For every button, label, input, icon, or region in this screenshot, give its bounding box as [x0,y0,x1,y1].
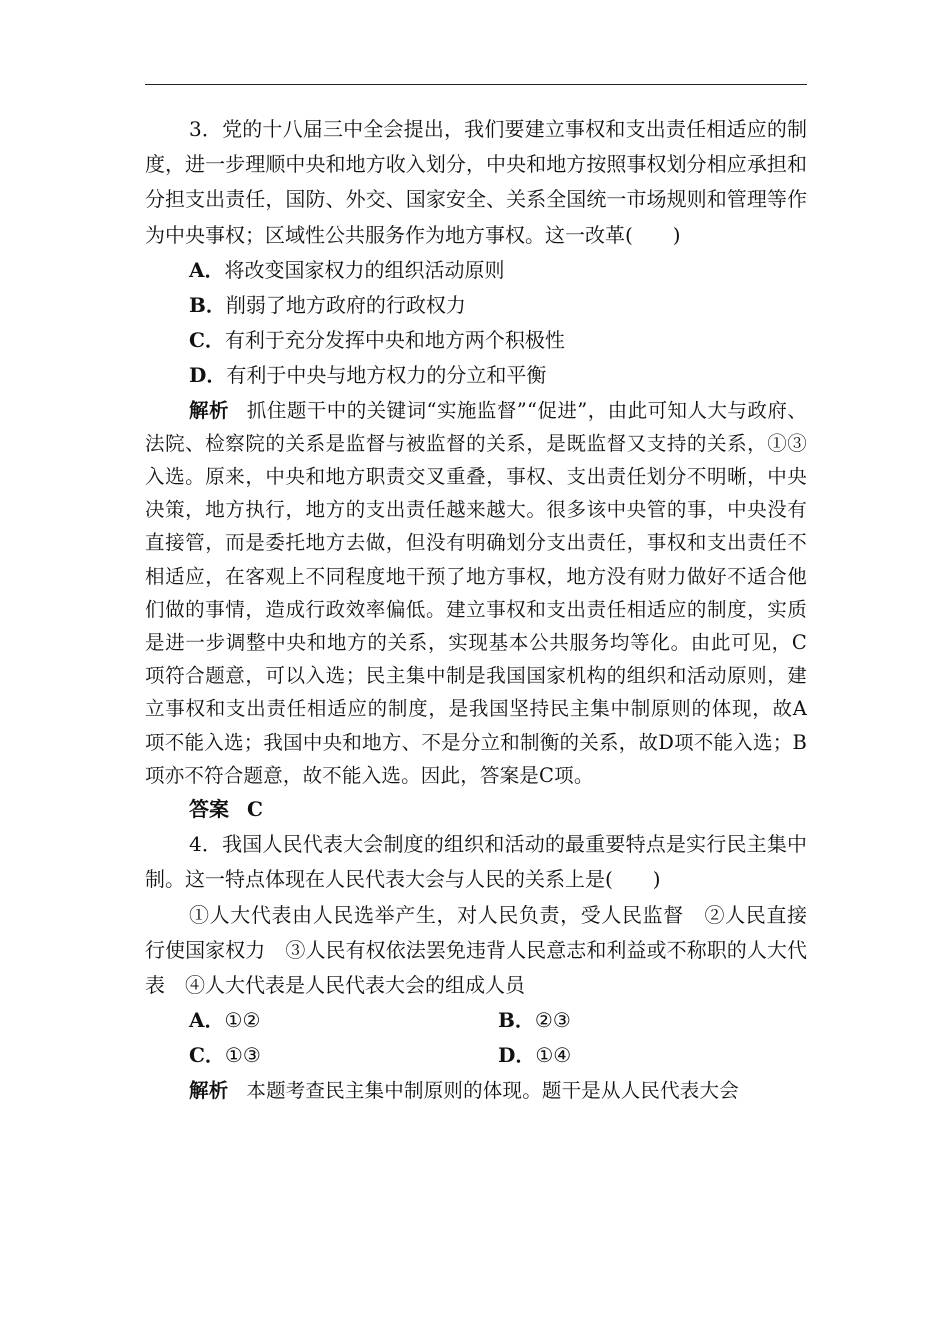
option-letter: A． [189,1008,225,1033]
question-4-options-row-1 [145,1003,807,1038]
question-3-option-d [145,358,807,393]
option-letter: D． [189,363,227,388]
answer-label: 答案 [189,797,229,822]
page-content [145,112,807,1107]
answer-value: C [247,797,263,822]
analysis-label: 解析 [189,398,229,422]
question-4-option-a [189,1003,498,1038]
question-3-stem: 3．党的十八届三中全会提出，我们要建立事权和支出责任相适应的制度，进一步理顺中央和地方收入划分，中央和地方按照事权划分相应承担和分担支出责任，国防、外交、国家安全、关系全国统一市场规则和管理等作为中央事权；区域性公共服务作为地方事权。这一改革( ) [145,117,807,247]
option-text: 有利于充分发挥中央和地方两个积极性 [224,328,565,353]
question-4-stem: 4．我国人民代表大会制度的组织和活动的最重要特点是实行民主集中制。这一特点体现在人民代表大会与人民的关系上是( ) [145,832,807,892]
question-4-option-b [498,1003,807,1038]
analysis-text: 抓住题干中的关键词“实施监督”“促进”，由此可知人大与政府、法院、检察院的关系是监督与被监督的关系，是既监督又支持的关系，①③入选。原来，中央和地方职责交叉重叠，事权、支出责任划分不明晰，中央决策，地方执行，地方的支出责任越来越大。很多该中央管的事，中央没有直接管，而是委托地方去做，但没有明确划分支出责任，事权和支出责任不相适应，在客观上不同程度地干预了地方事权，地方没有财力做好不适合他们做的事情，造成行政效率偏低。建立事权和支出责任相适应的制度，实质是进一步调整中央和地方的关系，实现基本公共服务均等化。由此可见，C项符合题意，可以入选；民主集中制是我国国家机构的组织和活动原则，建立事权和支出责任相适应的制度，是我国坚持民主集中制原则的体现，故A项不能入选；我国中央和地方、不是分立和制衡的关系，故D项不能入选；B项亦不符合题意，故不能入选。因此，答案是C项。 [145,398,807,787]
question-4-option-c [189,1038,498,1073]
question-4-option-d [498,1038,807,1073]
option-text: ①③ [224,1043,261,1068]
question-3-option-c [145,323,807,358]
question-3-analysis [145,394,807,792]
question-4-options-row-2 [145,1038,807,1073]
option-letter: B． [189,293,226,318]
analysis-text: 本题考查民主集中制原则的体现。题干是从人民代表大会 [246,1078,739,1102]
option-text: 削弱了地方政府的行政权力 [225,293,466,318]
option-letter: B． [498,1008,535,1033]
question-3-option-a [145,253,807,288]
option-text: ②③ [534,1008,571,1033]
option-letter: A． [189,257,225,282]
header-rule [145,84,807,85]
option-text: 有利于中央与地方权力的分立和平衡 [226,363,547,388]
option-text: ①② [224,1008,261,1033]
option-text: 将改变国家权力的组织活动原则 [224,257,505,282]
option-letter: C． [189,1043,225,1068]
analysis-label: 解析 [189,1078,229,1102]
question-4-statements: ①人大代表由人民选举产生，对人民负责，受人民监督 ②人民直接行使国家权力 ③人民有权依法罢免违背人民意志和利益或不称职的人大代表 ④人大代表是人民代表大会的组成人员 [145,902,807,998]
option-text: ①④ [535,1043,572,1068]
option-letter: D． [498,1043,536,1068]
option-letter: C． [189,328,225,353]
question-3-option-b [145,288,807,323]
question-4-analysis [145,1074,807,1107]
question-3-answer [145,792,807,827]
